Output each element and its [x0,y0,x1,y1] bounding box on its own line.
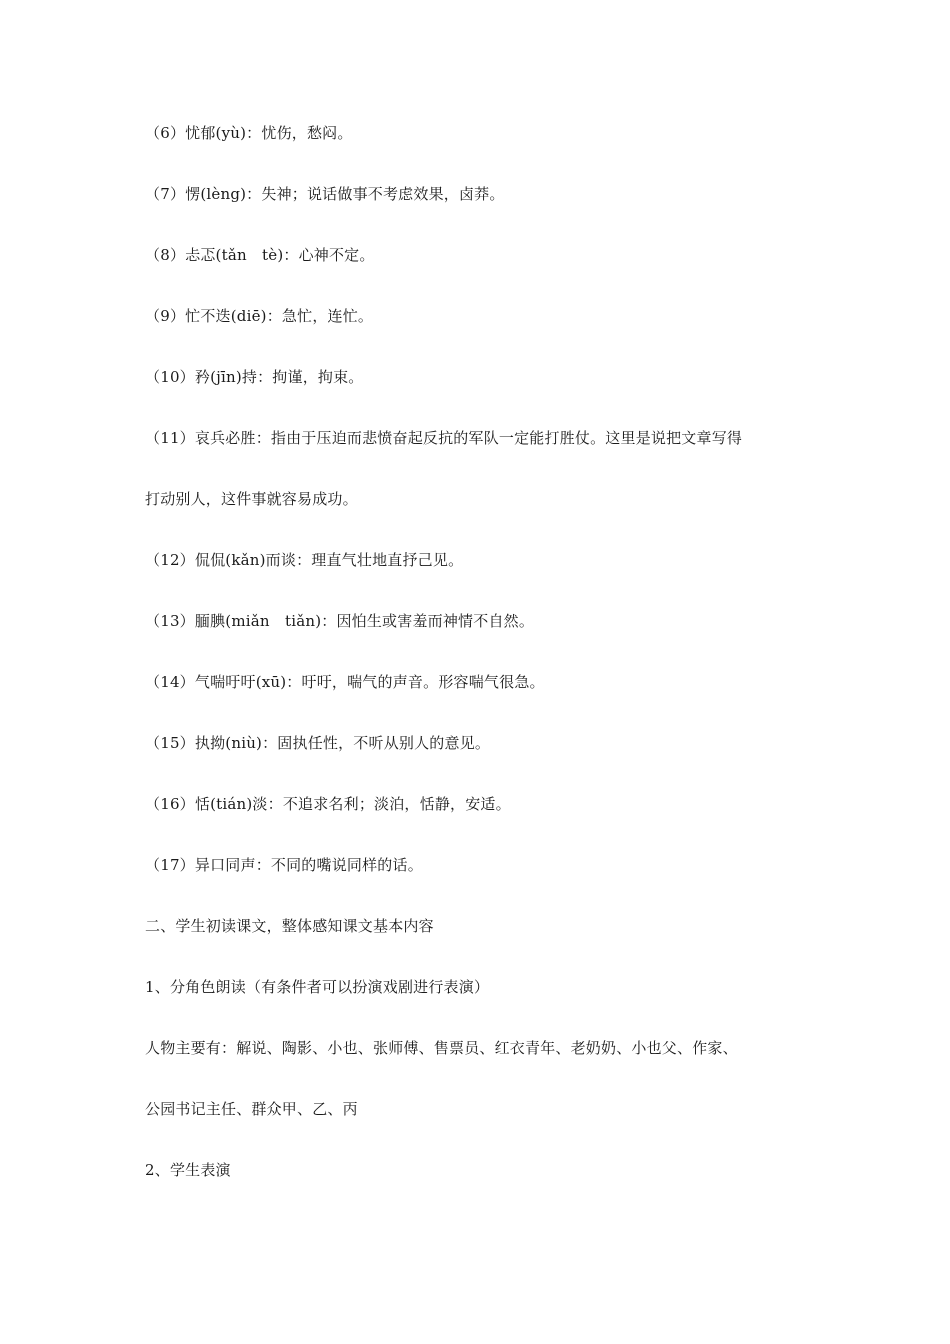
vocab-item-11-line-2: 打动别人，这件事就容易成功。 [145,490,358,508]
characters-line-1: 人物主要有：解说、陶影、小也、张师傅、售票员、红衣青年、老奶奶、小也父、作家、 [145,1039,738,1057]
step-2: 2、学生表演 [145,1161,231,1179]
vocab-item-11-line-1: （11）哀兵必胜：指由于压迫而悲愤奋起反抗的军队一定能打胜仗。这里是说把文章写得 [145,429,743,447]
vocab-item-10: （10）矜(jīn)持：拘谨，拘束。 [145,368,364,386]
vocab-item-17: （17）异口同声：不同的嘴说同样的话。 [145,856,423,874]
vocab-item-16: （16）恬(tián)淡：不追求名利；淡泊，恬静，安适。 [145,795,511,813]
vocab-item-6: （6）忧郁(yù)：忧伤，愁闷。 [145,124,353,142]
vocab-item-15: （15）执拗(niù)：固执任性，不听从别人的意见。 [145,734,491,752]
document-body [145,118,810,1186]
vocab-item-12: （12）侃侃(kǎn)而谈：理直气壮地直抒己见。 [145,551,464,569]
step-1: 1、分角色朗读（有条件者可以扮演戏剧进行表演） [145,978,490,996]
vocab-item-7: （7）愣(lèng)：失神；说话做事不考虑效果，卤莽。 [145,185,505,203]
characters-line-2: 公园书记主任、群众甲、乙、丙 [145,1100,358,1118]
vocab-item-13: （13）腼腆(miǎn tiǎn)：因怕生或害羞而神情不自然。 [145,612,535,630]
vocab-item-14: （14）气喘吁吁(xū)：吁吁，喘气的声音。形容喘气很急。 [145,673,545,691]
vocab-item-8: （8）忐忑(tǎn tè)：心神不定。 [145,246,375,264]
vocab-item-9: （9）忙不迭(diē)：急忙，连忙。 [145,307,374,325]
section-heading-2: 二、学生初读课文，整体感知课文基本内容 [145,917,434,935]
